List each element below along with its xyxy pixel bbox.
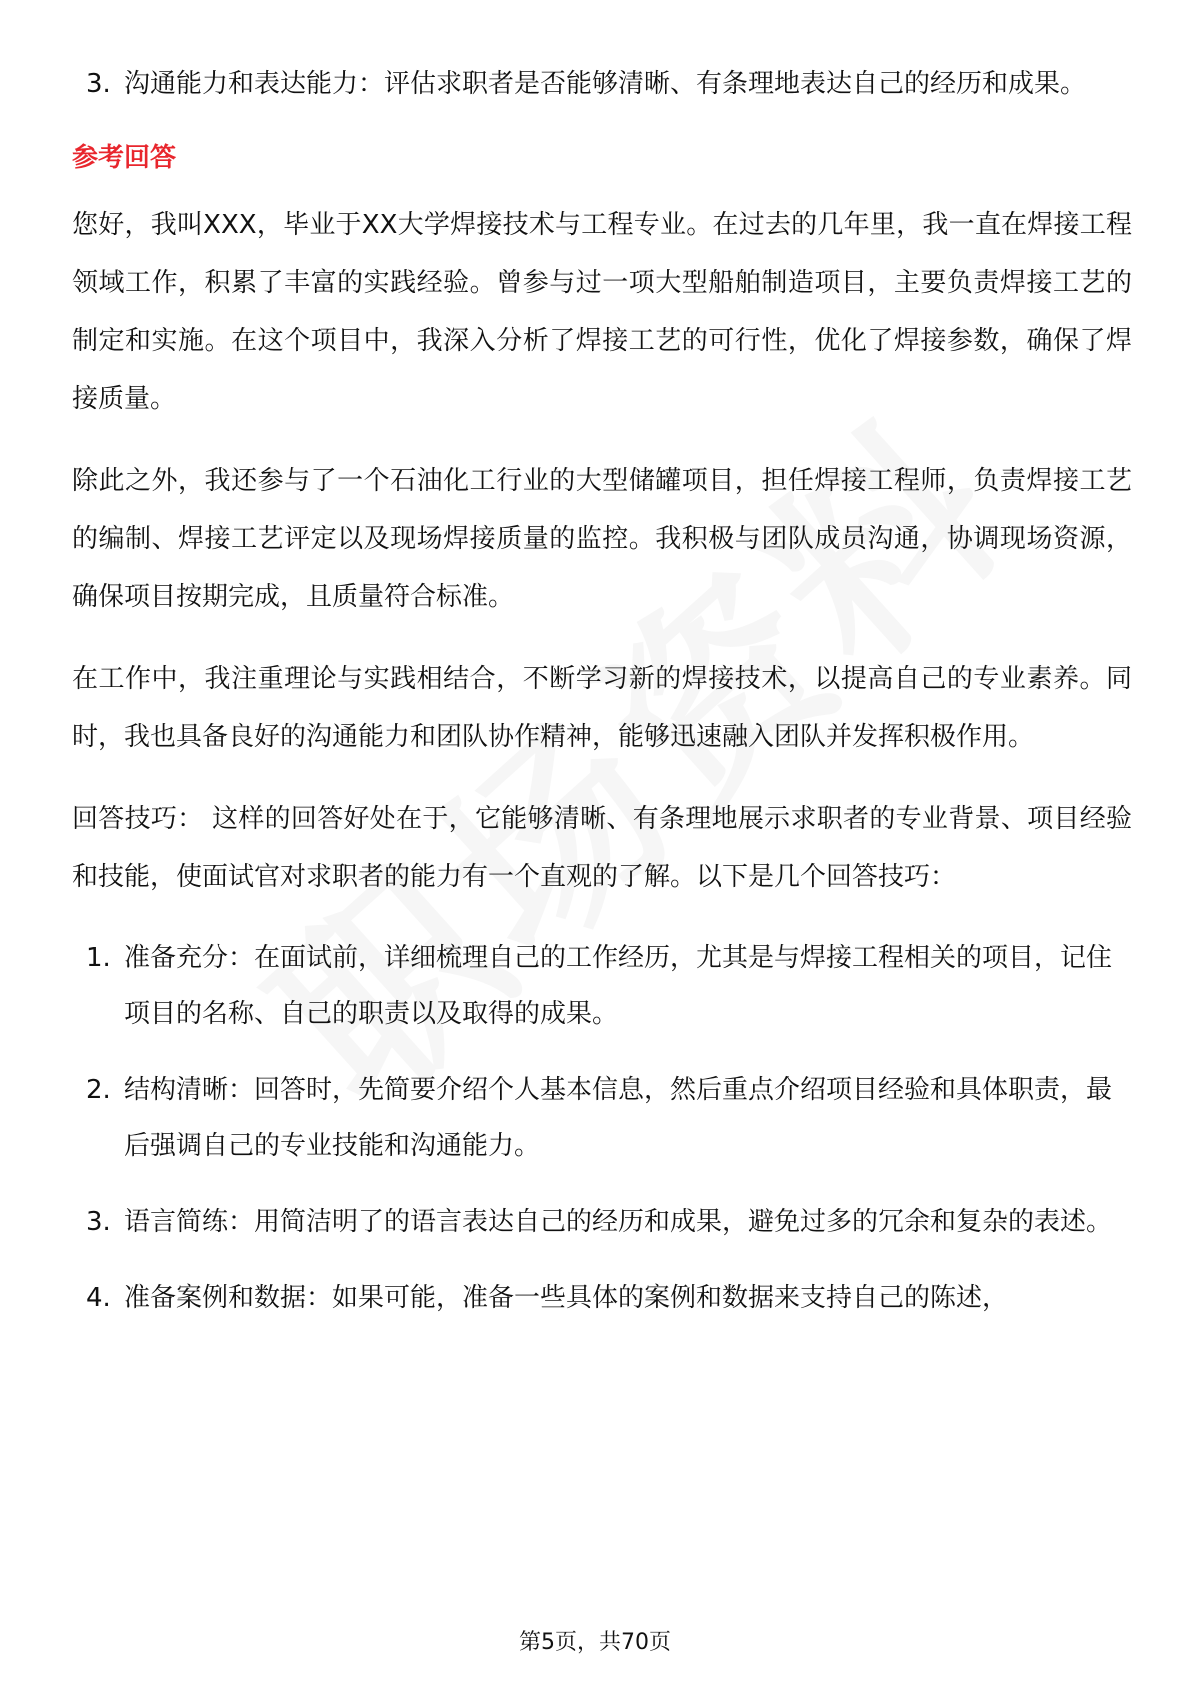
tip-number: 3. (86, 1207, 111, 1237)
page-number: 第5页，共70页 (519, 1630, 671, 1655)
page-content (72, 56, 1132, 1326)
tip-text: 准备案例和数据：如果可能，准备一些具体的案例和数据来支持自己的陈述， (124, 1283, 1009, 1313)
section-heading: 参考回答 (72, 143, 177, 173)
paragraph-intro: 您好，我叫XXX，毕业于XX大学焊接技术与工程专业。在过去的几年里，我一直在焊接工程领域工作，积累了丰富的实践经验。曾参与过一项大型船舶制造项目，主要负责焊接工艺的制定和实施。在这个项目中，我深入分析了焊接工艺的可行性，优化了焊接参数，确保了焊接质量。 (72, 210, 1132, 414)
tip-item (72, 1270, 1132, 1326)
paragraph-tips-intro: 回答技巧： 这样的回答好处在于，它能够清晰、有条理地展示求职者的专业背景、项目经验和技能，使面试官对求职者的能力有一个直观的了解。以下是几个回答技巧： (72, 804, 1132, 892)
list-number: 3. (86, 69, 111, 99)
tip-number: 4. (86, 1283, 111, 1313)
paragraph-skills: 在工作中，我注重理论与实践相结合，不断学习新的焊接技术，以提高自己的专业素养。同时，我也具备良好的沟通能力和团队协作精神，能够迅速融入团队并发挥积极作用。 (72, 664, 1132, 752)
tip-item (72, 930, 1132, 1042)
tip-number: 2. (86, 1075, 111, 1105)
tip-number: 1. (86, 943, 111, 973)
tip-item (72, 1062, 1132, 1174)
paragraph-project: 除此之外，我还参与了一个石油化工行业的大型储罐项目，担任焊接工程师，负责焊接工艺的编制、焊接工艺评定以及现场焊接质量的监控。我积极与团队成员沟通，协调现场资源，确保项目按期完成，且质量符合标准。 (72, 466, 1132, 612)
tip-text: 结构清晰：回答时，先简要介绍个人基本信息，然后重点介绍项目经验和具体职责，最后强调自己的专业技能和沟通能力。 (124, 1075, 1113, 1161)
tip-text: 准备充分：在面试前，详细梳理自己的工作经历，尤其是与焊接工程相关的项目，记住项目的名称、自己的职责以及取得的成果。 (124, 943, 1113, 1029)
list-text: 沟通能力和表达能力：评估求职者是否能够清晰、有条理地表达自己的经历和成果。 (124, 69, 1087, 99)
tip-item (72, 1194, 1132, 1250)
list-item-communication (72, 56, 1132, 112)
tip-text: 语言简练：用简洁明了的语言表达自己的经历和成果，避免过多的冗余和复杂的表述。 (124, 1207, 1113, 1237)
